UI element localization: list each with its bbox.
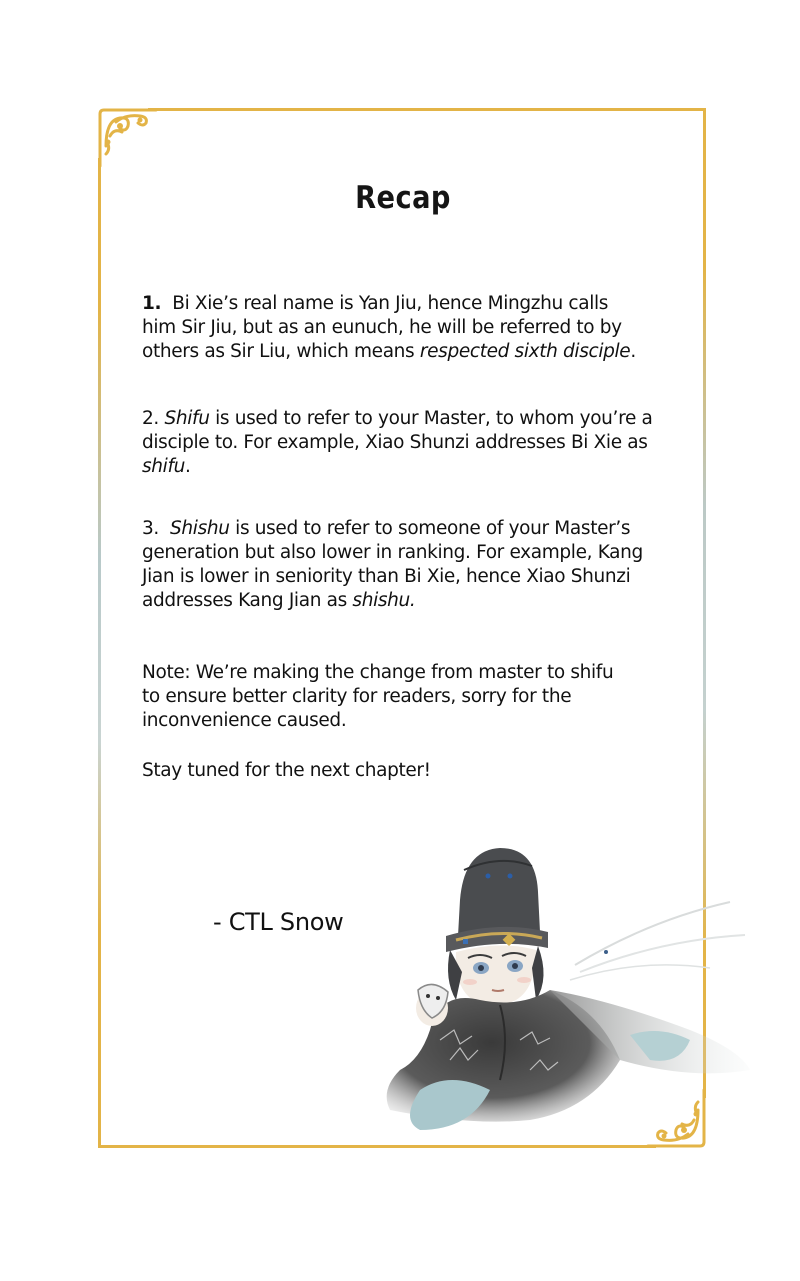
note-item-2 — [142, 407, 662, 479]
note-text: is used to refer to someone of your Master’s — [229, 518, 631, 539]
note-text: him Sir Jiu, but as an eunuch, he will be referred to by — [142, 317, 622, 338]
note-text: addresses Kang Jian as — [142, 590, 353, 611]
note-number: 2. — [142, 408, 159, 429]
note-punctuation: . — [185, 456, 191, 477]
closing-text: Stay tuned for the next chapter! — [142, 760, 431, 781]
note-punctuation: . — [630, 341, 636, 362]
frame-top-border — [148, 108, 706, 111]
signature: - CTL Snow — [213, 908, 344, 936]
note-text: disciple to. For example, Xiao Shunzi addresses Bi Xie as — [142, 432, 648, 453]
closing-message — [142, 759, 662, 783]
note-emphasis: shishu. — [352, 590, 416, 611]
note-item-1 — [142, 292, 662, 364]
translator-note-line: Note: We’re making the change from master to shifu — [142, 662, 614, 683]
note-term: Shifu — [164, 408, 210, 429]
note-text: generation but also lower in ranking. For example, Kang — [142, 542, 643, 563]
note-emphasis: shifu — [142, 456, 185, 477]
note-number: 3. — [142, 518, 159, 539]
translator-note — [142, 661, 662, 733]
note-text: Bi Xie’s real name is Yan Jiu, hence Mingzhu calls — [172, 293, 609, 314]
note-item-3 — [142, 517, 662, 613]
note-text: Jian is lower in seniority than Bi Xie, hence Xiao Shunzi — [142, 566, 631, 587]
note-term: Shishu — [170, 518, 230, 539]
translator-note-line: to ensure better clarity for readers, sorry for the — [142, 686, 572, 707]
frame-left-tint — [98, 308, 101, 928]
note-number: 1. — [142, 293, 162, 314]
note-text: others as Sir Liu, which means — [142, 341, 420, 362]
translator-note-line: inconvenience caused. — [142, 710, 347, 731]
note-text: is used to refer to your Master, to whom you’re a — [209, 408, 653, 429]
cloud-scroll-ornament-icon — [96, 106, 160, 170]
note-emphasis: respected sixth disciple — [419, 341, 631, 362]
chibi-character-illustration — [360, 840, 760, 1150]
page-title: Recap — [355, 180, 451, 216]
